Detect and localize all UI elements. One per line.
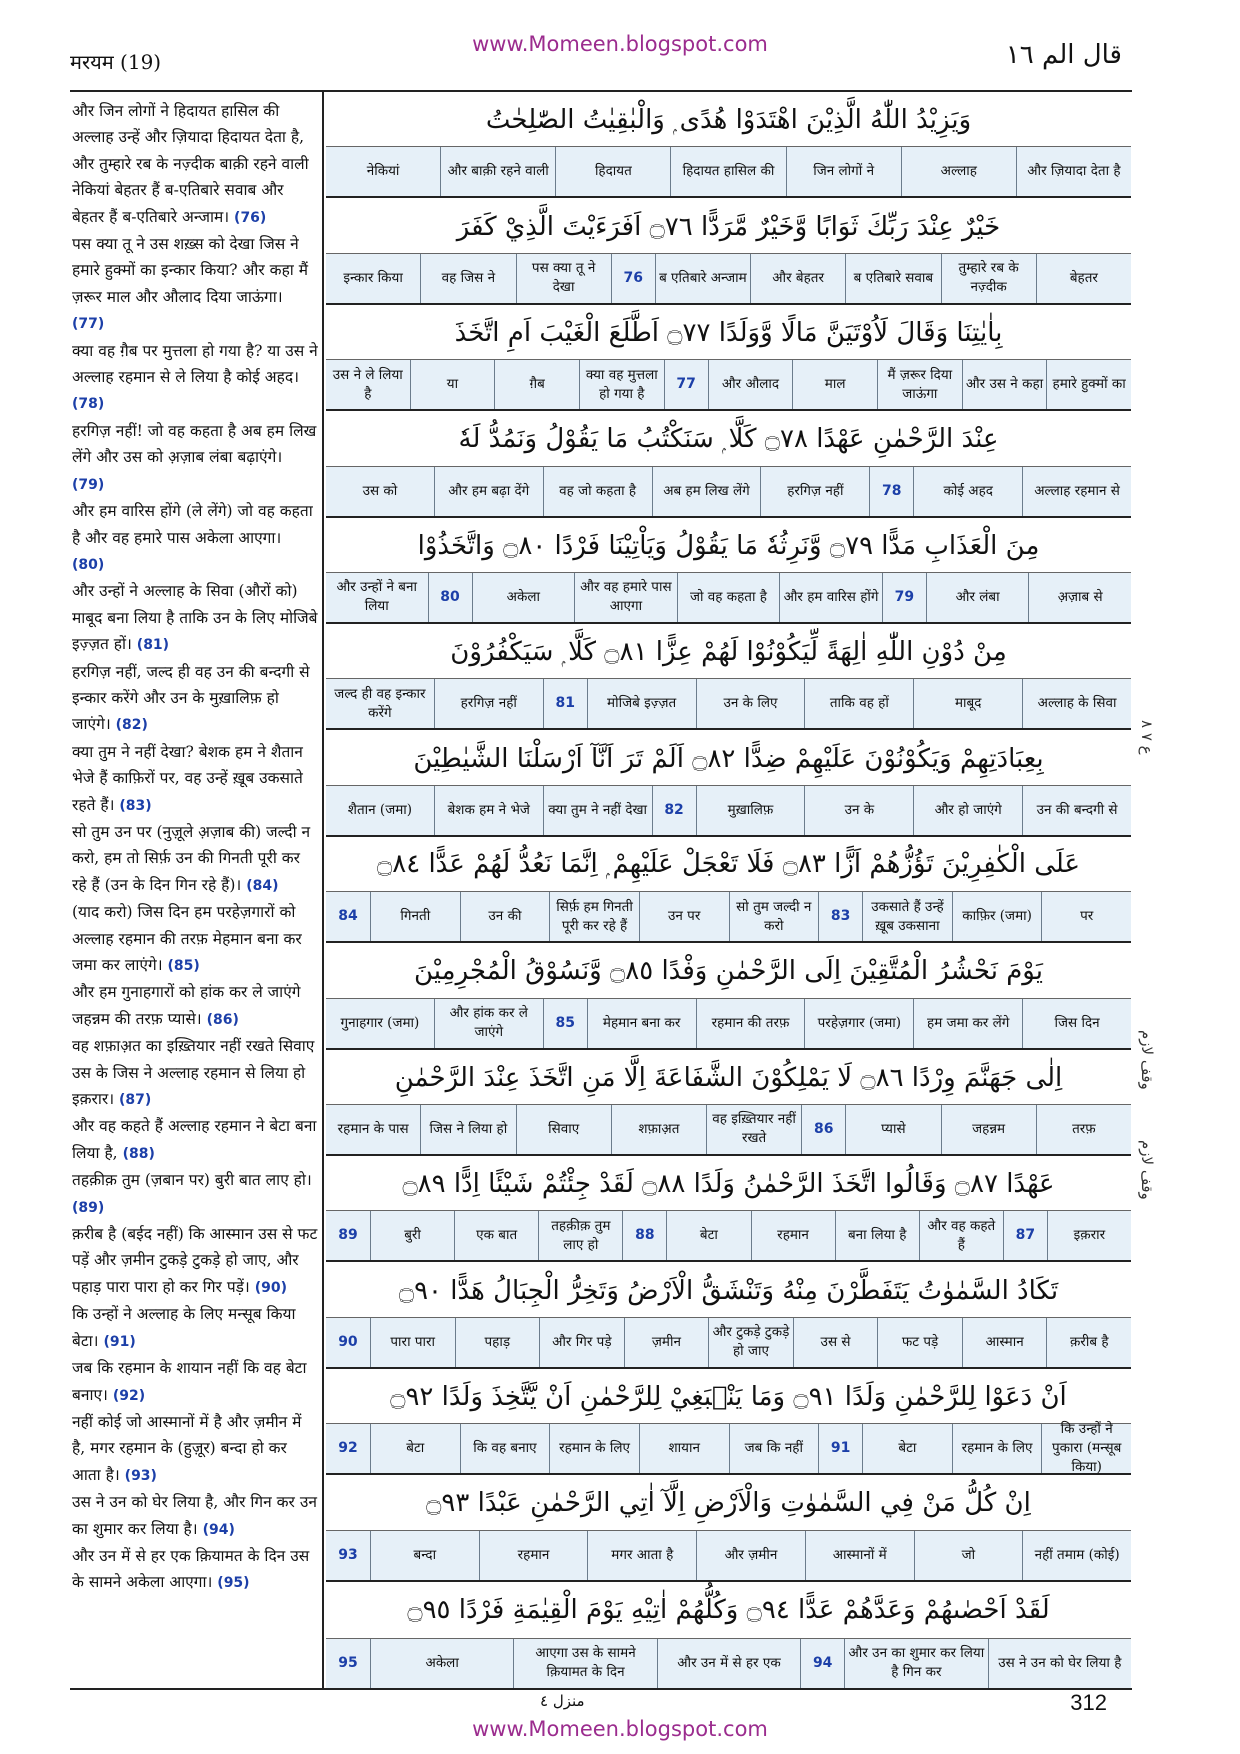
ayah-number-cell: 76 — [611, 254, 655, 303]
word-meaning-cell: गिनती — [370, 892, 460, 941]
word-meaning-cell: और ज़मीन — [696, 1531, 805, 1580]
word-meaning-cell: पारा पारा — [370, 1318, 455, 1367]
word-meaning-cell: हम जमा कर लेंगे — [913, 999, 1022, 1048]
word-meaning-cell: प्यासे — [845, 1105, 940, 1154]
ayah-number-cell: 80 — [428, 573, 472, 622]
arabic-line: عَلَى الْكٰفِرِيْنَ تَؤُزُّهُمْ اَزًّا ۝٨٣ فَلَا تَعْجَلْ عَلَيْهِمْ ۭ اِنَّمَا نَعُدُّ لَهُمْ عَدًّا ۝٨٤ — [377, 849, 1080, 880]
translation-verse — [72, 1413, 301, 1484]
word-meaning-cell: अकेला — [472, 573, 575, 622]
translation-verse — [72, 1547, 309, 1591]
word-meanings-row — [326, 998, 1131, 1048]
word-meaning-cell: मुख़ालिफ़ — [696, 786, 805, 835]
verse-number: (84) — [246, 877, 279, 894]
word-meaning-cell: शैतान (जमा) — [347, 801, 413, 818]
verse-number: (79) — [72, 476, 105, 493]
word-meaning-cell: रहमान — [751, 1211, 835, 1260]
word-meaning-cell: और उन्हों ने बना लिया — [336, 579, 417, 615]
word-meaning-cell: उन की बन्दगी से — [1022, 786, 1131, 835]
site-url-bottom: www.Momeen.blogspot.com — [472, 1717, 768, 1741]
ayah-number-cell: 85 — [543, 999, 587, 1048]
verse-number: (80) — [72, 556, 105, 573]
word-meanings-row — [326, 1210, 1131, 1260]
word-meaning-cell: उन के — [804, 786, 913, 835]
word-meaning-cell: पर — [1041, 892, 1131, 941]
word-meanings-row — [326, 891, 1131, 941]
word-meaning-cell: काफ़िर (जमा) — [952, 892, 1042, 941]
translation-text: क़रीब है (बईद नहीं) कि आस्मान उस से फट पड़ें और ज़मीन टुकड़े टुकड़े हो जाए, और पहाड़ पारा पारा हो कर गिर पड़ें। — [72, 1225, 318, 1296]
verse-number: (81) — [136, 637, 170, 654]
verse-number: (85) — [167, 958, 200, 974]
word-meaning-cell: ताकि वह हों — [804, 679, 913, 728]
translation-verse — [72, 1225, 317, 1296]
arabic-line: خَيْرٌ عِنْدَ رَبِّكَ ثَوَابًا وَّخَيْرٌ مَّرَدًّا ۝٧٦ اَفَرَءَيْتَ الَّذِيْ كَفَرَ — [456, 211, 1001, 242]
verse-number: (88) — [122, 1145, 155, 1162]
word-meaning-cell: रहमान के लिए — [549, 1424, 639, 1473]
arabic-line: اَنْ دَعَوْا لِلرَّحْمٰنِ وَلَدًا ۝٩١ وَمَا يَنْۢبَغِيْ لِلرَّحْمٰنِ اَنْ يَّتَّخِذَ وَلَدًا ۝٩٢ — [390, 1381, 1067, 1412]
arabic-line: اِنْ كُلُّ مَنْ فِي السَّمٰوٰتِ وَالْاَرْضِ اِلَّآ اٰتِي الرَّحْمٰنِ عَبْدًا ۝٩٣ — [426, 1488, 1031, 1519]
word-meaning-cell: ज़मीन — [624, 1318, 709, 1367]
word-meaning-cell: ब एतिबारे अन्जाम — [655, 254, 750, 303]
verse-block — [326, 837, 1131, 943]
ayah-number-cell: 84 — [338, 908, 358, 925]
translation-text: क्या तुम ने नहीं देखा? बेशक हम ने शैतान भेजे हैं काफ़िरों पर, वह उन्हें ख़ूब उकसाते रहते हैं। — [72, 742, 303, 814]
ayah-number-cell: 93 — [338, 1546, 358, 1563]
word-meaning-cell: मैं ज़रूर दिया जाऊंगा — [877, 360, 962, 409]
waqf-mark-2: وقف لازم — [1138, 1140, 1156, 1200]
translation-verse — [72, 903, 302, 974]
word-meaning-cell: बेटा — [370, 1424, 460, 1473]
ayah-number-cell: 89 — [338, 1227, 358, 1244]
translation-text: सो तुम उन पर (नुज़ूले अ़ज़ाब की) जल्दी न करो, हम तो सिर्फ़ उन की गिनती पूरी कर रहे हैं (उन के दिन गिन रहे हैं)। — [72, 822, 311, 894]
ayah-number-cell: 81 — [543, 679, 587, 728]
word-meaning-cell: अकेला — [370, 1639, 513, 1688]
word-meaning-cell: कि वह बनाए — [460, 1424, 550, 1473]
word-meaning-cell: रहमान — [479, 1531, 588, 1580]
translation-verse — [72, 823, 310, 894]
translation-text: क्या वह ग़ैब पर मुत्तला हो गया है? या उस ने अल्लाह रहमान से ले लिया है कोई अहद। — [72, 341, 318, 387]
word-meaning-cell: सिर्फ़ हम गिनती पूरी कर रहे हैं — [549, 892, 639, 941]
word-meaning-cell: आएगा उस के सामने क़ियामत के दिन — [513, 1639, 656, 1688]
translation-verse — [72, 743, 303, 814]
word-meaning-cell: उन पर — [639, 892, 729, 941]
verse-block — [326, 1050, 1131, 1156]
translation-verse — [72, 1171, 312, 1215]
verse-block — [326, 1262, 1131, 1368]
word-meaning-cell: जिस ने लिया हो — [420, 1105, 515, 1154]
word-meaning-cell: जो — [914, 1531, 1023, 1580]
verse-number: (78) — [72, 396, 105, 413]
manzil-label: منزل ٤ — [540, 1692, 585, 1710]
verse-block — [326, 730, 1131, 836]
ayah-number-cell: 82 — [652, 786, 696, 835]
arabic-line: بِعِبَادَتِهِمْ وَيَكُوْنُوْنَ عَلَيْهِمْ ضِدًّا ۝٨٢ اَلَمْ تَرَ اَنَّآ اَرْسَلْنَا الشَّيٰطِيْنَ — [413, 743, 1044, 774]
verse-number: (92) — [112, 1387, 146, 1404]
word-meaning-cell: माबूद — [913, 679, 1022, 728]
word-by-word-panel — [326, 92, 1131, 1688]
word-meaning-cell: मोजिबे इज़्ज़त — [587, 679, 696, 728]
verse-number: (87) — [119, 1092, 152, 1109]
translation-text: नहीं कोई जो आस्मानों में है और ज़मीन में है, मगर रहमान के (हुज़ूर) बन्दा हो कर आता है। — [72, 1412, 302, 1484]
word-meaning-cell: गुनाहगार (जमा) — [340, 1014, 420, 1031]
arabic-line: بِاٰيٰتِنَا وَقَالَ لَاُوْتَيَنَّ مَالًا وَّوَلَدًا ۝٧٧ اَطَّلَعَ الْغَيْبَ اَمِ اتَّخَذَ — [454, 317, 1003, 348]
word-meaning-cell: तहक़ीक़ तुम लाए हो — [538, 1211, 622, 1260]
word-meaning-cell: और हांक कर ले जाएंगे — [434, 999, 543, 1048]
word-meaning-cell: और लंबा — [926, 573, 1029, 622]
verse-block — [326, 1156, 1131, 1262]
word-meaning-cell: सो तुम जल्दी न करो — [729, 892, 819, 941]
ayah-number-cell: 79 — [882, 573, 926, 622]
word-meaning-cell: बन्दा — [370, 1531, 479, 1580]
arabic-line: اِلٰى جَهَنَّمَ وِرْدًا ۝٨٦ لَا يَمْلِكُوْنَ الشَّفَاعَةَ اِلَّا مَنِ اتَّخَذَ عِنْدَ الرَّحْمٰنِ — [394, 1062, 1063, 1093]
word-meaning-cell: हिदायत हासिल की — [670, 147, 785, 196]
word-meanings-row — [326, 253, 1131, 303]
translation-verse — [72, 1305, 295, 1349]
word-meaning-cell: पस क्या तू ने देखा — [516, 254, 611, 303]
arabic-line: تَكَادُ السَّمٰوٰتُ يَتَفَطَّرْنَ مِنْهُ وَتَنْشَقُّ الْاَرْضُ وَتَخِرُّ الْجِبَالُ هَدًّا ۝٩٠ — [398, 1275, 1059, 1306]
verse-number: (89) — [72, 1199, 105, 1216]
word-meaning-cell: फट पड़े — [877, 1318, 962, 1367]
arabic-line: مِنَ الْعَذَابِ مَدًّا ۝٧٩ وَّنَرِثُهٗ مَا يَقُوْلُ وَيَاْتِيْنَا فَرْدًا ۝٨٠ وَاتَّخَذُوْا — [417, 530, 1040, 561]
word-meaning-cell: रहमान की तरफ़ — [696, 999, 805, 1048]
word-meaning-cell: जिस दिन — [1022, 999, 1131, 1048]
ayah-number-cell: 83 — [818, 892, 862, 941]
arabic-line: عَهْدًا ۝٨٧ وَقَالُوا اتَّخَذَ الرَّحْمٰنُ وَلَدًا ۝٨٨ لَقَدْ جِئْتُمْ شَيْئًا اِدًّا ۝٨٩ — [402, 1169, 1055, 1200]
word-meanings-row — [326, 572, 1131, 622]
arabic-line: لَقَدْ اَحْصٰىهُمْ وَعَدَّهُمْ عَدًّا ۝٩٤ وَكُلُّهُمْ اٰتِيْهِ يَوْمَ الْقِيٰمَةِ فَرْدًا ۝٩٥ — [407, 1594, 1050, 1625]
translation-text: तहक़ीक़ तुम (ज़बान पर) बुरी बात लाए हो। — [72, 1171, 312, 1190]
verse-number: (94) — [202, 1521, 235, 1538]
word-meaning-cell: अ़ज़ाब से — [1028, 573, 1131, 622]
word-meaning-cell: जो वह कहता है — [677, 573, 780, 622]
word-meaning-cell: और उन का शुमार कर लिया है गिन कर — [844, 1639, 987, 1688]
word-meanings-row — [326, 466, 1131, 516]
translation-verse — [72, 582, 318, 653]
arabic-line: مِنْ دُوْنِ اللّٰهِ اٰلِهَةً لِّيَكُوْنُوْا لَهُمْ عِزًّا ۝٨١ كَلَّا ۭ سَيَكْفُرُوْنَ — [450, 636, 1007, 667]
verse-number: (76) — [234, 209, 267, 226]
word-meaning-cell: उस ने उन को घेर लिया है — [988, 1639, 1131, 1688]
word-meaning-cell: आस्मानों में — [805, 1531, 914, 1580]
word-meanings-row — [326, 1638, 1131, 1688]
word-meaning-cell: क्या तुम ने नहीं देखा — [543, 786, 652, 835]
word-meaning-cell: क़रीब है — [1046, 1318, 1131, 1367]
translation-text: और जिन लोगों ने हिदायत हासिल की अल्लाह उन्हें और ज़ियादा हिदायत देता है, और तुम्हारे रब के नज़्दीक बाक़ी रहने वाली नेकियां बेहतर हैं ब-एतिबारे सवाब और बेहतर हैं ब-एतिबारे अन्जाम। — [72, 102, 309, 226]
word-meaning-cell: सिवाए — [516, 1105, 611, 1154]
word-meaning-cell: परहेज़गार (जमा) — [804, 999, 913, 1048]
verse-block — [326, 92, 1131, 198]
translation-text: और हम वारिस होंगे (ले लेंगे) जो वह कहता है और वह हमारे पास अकेला आएगा। — [72, 502, 313, 547]
ruku-mark: ع ٧ ٨ — [1138, 720, 1156, 755]
word-meaning-cell: जिन लोगों ने — [786, 147, 901, 196]
word-meanings-row — [326, 1530, 1131, 1580]
translation-text: और हम गुनाहगारों को हांक कर ले जाएंगे जहन्नम की तरफ़ प्यासे। — [72, 983, 301, 1028]
translation-text: हरगिज़ नहीं! जो वह कहता है अब हम लिख लेंगे और उस को अ़ज़ाब लंबा बढ़ाएंगे। — [72, 421, 317, 467]
translation-verse — [72, 342, 318, 413]
waqf-mark-1: وقف لازم — [1138, 1030, 1156, 1090]
word-meaning-cell: हिदायत — [555, 147, 670, 196]
word-meaning-cell: या — [410, 360, 495, 409]
translation-verse — [72, 1117, 316, 1161]
word-meaning-cell: अल्लाह — [901, 147, 1016, 196]
translation-verse — [72, 502, 313, 573]
word-meaning-cell: मेहमान बना कर — [587, 999, 696, 1048]
translation-verse — [72, 1493, 317, 1537]
word-meaning-cell: और उन में से हर एक — [657, 1639, 800, 1688]
translation-verse — [72, 235, 308, 332]
verse-number: (83) — [119, 797, 152, 814]
word-meaning-cell: पहाड़ — [455, 1318, 540, 1367]
arabic-line: وَيَزِيْدُ اللّٰهُ الَّذِيْنَ اهْتَدَوْا هُدًى ۭ وَالْبٰقِيٰتُ الصّٰلِحٰتُ — [485, 104, 972, 135]
translation-verse — [72, 1359, 307, 1403]
word-meaning-cell: और हम बढ़ा देंगे — [434, 467, 543, 516]
verse-block — [326, 305, 1131, 411]
word-meaning-cell: बेटा — [862, 1424, 952, 1473]
ayah-number-cell: 92 — [338, 1440, 358, 1457]
word-meaning-cell: वह जिस ने — [420, 254, 515, 303]
word-meaning-cell: क्या वह मुत्तला हो गया है — [579, 360, 664, 409]
word-meaning-cell: बेटा — [666, 1211, 750, 1260]
word-meaning-cell: और टुकड़े टुकड़े हो जाए — [708, 1318, 793, 1367]
word-meanings-row — [326, 785, 1131, 835]
word-meaning-cell: अब हम लिख लेंगे — [652, 467, 761, 516]
verse-block — [326, 1582, 1131, 1688]
word-meaning-cell: अल्लाह रहमान से — [1022, 467, 1131, 516]
word-meanings-row — [326, 1421, 1131, 1476]
translation-text: वह शफ़ाअ़त का इख़्तियार नहीं रखते सिवाए उस के जिस ने अल्लाह रहमान से लिया हो इक़रार। — [72, 1037, 315, 1109]
word-meaning-cell: और हो जाएंगे — [913, 786, 1022, 835]
verse-number: (93) — [124, 1467, 157, 1484]
ayah-number-cell: 87 — [1003, 1211, 1047, 1260]
word-meanings-row — [326, 678, 1131, 728]
word-meanings-row — [326, 146, 1131, 196]
word-meanings-row — [326, 1104, 1131, 1154]
word-meanings-row — [326, 1317, 1131, 1367]
translation-text: उस ने उन को घेर लिया है, और गिन कर उन का शुमार कर लिया है। — [72, 1493, 317, 1538]
word-meaning-cell: उस को — [362, 482, 398, 499]
word-meaning-cell: हरगिज़ नहीं — [760, 467, 869, 516]
word-meaning-cell: शफ़ाअ़त — [611, 1105, 706, 1154]
word-meaning-cell: और वह हमारे पास आएगा — [574, 573, 677, 622]
arabic-line: عِنْدَ الرَّحْمٰنِ عَهْدًا ۝٧٨ كَلَّا ۭ سَنَكْتُبُ مَا يَقُوْلُ وَنَمُدُّ لَهٗ — [458, 423, 999, 454]
arabic-line: يَوْمَ نَحْشُرُ الْمُتَّقِيْنَ اِلَى الرَّحْمٰنِ وَفْدًا ۝٨٥ وَّنَسُوْقُ الْمُجْرِمِيْنَ — [414, 956, 1043, 987]
surah-name: मरयम (19) — [70, 50, 162, 74]
page-frame — [70, 90, 1132, 1690]
ayah-number-cell: 91 — [818, 1424, 862, 1473]
word-meaning-cell: नेकियां — [366, 163, 400, 180]
word-meaning-cell: बुरी — [370, 1211, 454, 1260]
word-meaning-cell: बेहतर — [1036, 254, 1131, 303]
translation-verse — [72, 102, 309, 226]
word-meaning-cell: वह इख़्तियार नहीं रखते — [706, 1105, 801, 1154]
word-meaning-cell: रहमान के पास — [337, 1120, 409, 1137]
word-meaning-cell: हमारे हुक्मों का — [1046, 360, 1131, 409]
verse-block — [326, 624, 1131, 730]
verse-number: (95) — [217, 1575, 250, 1592]
verse-number: (86) — [206, 1011, 239, 1028]
translation-verse — [72, 663, 310, 734]
ayah-number-cell: 90 — [338, 1333, 358, 1350]
juz-name: قال الم ١٦ — [1005, 40, 1122, 70]
word-meaning-cell: वह जो कहता है — [543, 467, 652, 516]
verse-block — [326, 1475, 1131, 1581]
word-meaning-cell: हरगिज़ नहीं — [434, 679, 543, 728]
word-meaning-cell: एक बात — [454, 1211, 538, 1260]
translation-column — [70, 92, 324, 1688]
ayah-number-cell: 95 — [338, 1654, 358, 1671]
word-meaning-cell: ब एतिबारे सवाब — [845, 254, 940, 303]
word-meaning-cell: इन्कार किया — [343, 269, 403, 286]
verse-block — [326, 943, 1131, 1049]
ayah-number-cell: 86 — [801, 1105, 845, 1154]
word-meaning-cell: शायान — [639, 1424, 729, 1473]
translation-text: और उन्हों ने अल्लाह के सिवा (औरों को) माबूद बना लिया है ताकि उन के लिए मोजिबे इज़्ज़त हों। — [72, 582, 318, 654]
word-meaning-cell: और बाक़ी रहने वाली — [440, 147, 555, 196]
word-meaning-cell: जल्द ही वह इन्कार करेंगे — [334, 685, 426, 721]
word-meaning-cell: कोई अहद — [913, 467, 1022, 516]
word-meaning-cell: और औलाद — [708, 360, 793, 409]
translation-verse — [72, 1037, 314, 1108]
word-meaning-cell: मगर आता है — [587, 1531, 696, 1580]
word-meaning-cell: ग़ैब — [494, 360, 579, 409]
word-meaning-cell: तरफ़ — [1036, 1105, 1131, 1154]
verse-block — [326, 411, 1131, 517]
word-meaning-cell: नहीं तमाम (कोई) — [1022, 1531, 1131, 1580]
word-meaning-cell: और उस ने कहा — [962, 360, 1047, 409]
word-meaning-cell: जहन्नम — [941, 1105, 1036, 1154]
ayah-number-cell: 77 — [664, 360, 708, 409]
translation-text: पस क्या तू ने उस शख़्स को देखा जिस ने हमारे हुक्मों का इन्कार किया? और कहा मैं ज़रूर माल और औलाद दिया जाऊंगा। — [72, 235, 309, 306]
translation-text: (याद करो) जिस दिन हम परहेज़गारों को अल्लाह रहमान की तरफ़ मेहमान बना कर जमा कर लाएंगे। — [72, 903, 302, 974]
verse-block — [326, 1369, 1131, 1475]
verse-number: (90) — [254, 1279, 288, 1296]
word-meaning-cell: अल्लाह के सिवा — [1022, 679, 1131, 728]
translation-verse — [72, 422, 316, 493]
word-meaning-cell: कि उन्हों ने पुकारा (मन्सूब किया) — [1041, 1424, 1131, 1473]
translation-text: हरगिज़ नहीं, जल्द ही वह उन की बन्दगी से इन्कार करेंगे और उन के मुख़ालिफ़ हो जाएंगे। — [72, 662, 310, 734]
word-meaning-cell: इक़रार — [1047, 1211, 1131, 1260]
word-meaning-cell: उस से — [793, 1318, 878, 1367]
ayah-number-cell: 94 — [800, 1639, 844, 1688]
verse-number: (77) — [72, 316, 105, 333]
verse-block — [326, 518, 1131, 624]
ayah-number-cell: 88 — [622, 1211, 666, 1260]
ayah-number-cell: 78 — [869, 467, 913, 516]
word-meaning-cell: बेशक हम ने भेजे — [434, 786, 543, 835]
word-meaning-cell: उकसाते हैं उन्हें ख़ूब उकसाना — [862, 892, 952, 941]
word-meaning-cell: उन की — [460, 892, 550, 941]
translation-text: कि उन्हों ने अल्लाह के लिए मन्सूब किया बेटा। — [72, 1305, 296, 1350]
translation-text: और उन में से हर एक क़ियामत के दिन उस के सामने अकेला आएगा। — [72, 1546, 310, 1592]
verse-block — [326, 198, 1131, 304]
translation-text: और वह कहते हैं अल्लाह रहमान ने बेटा बना लिया है, — [72, 1117, 317, 1162]
translation-verse — [72, 983, 301, 1027]
word-meaning-cell: आस्मान — [962, 1318, 1047, 1367]
word-meaning-cell: और बेहतर — [750, 254, 845, 303]
site-url-top: www.Momeen.blogspot.com — [472, 32, 768, 56]
verse-number: (91) — [103, 1333, 136, 1350]
word-meaning-cell: उन के लिए — [696, 679, 805, 728]
word-meaning-cell: और गिर पड़े — [539, 1318, 624, 1367]
word-meaning-cell: रहमान के लिए — [952, 1424, 1042, 1473]
word-meaning-cell: बना लिया है — [835, 1211, 919, 1260]
word-meaning-cell: और हम वारिस होंगे — [779, 573, 882, 622]
word-meanings-row — [326, 359, 1131, 409]
word-meaning-cell: और वह कहते हैं — [919, 1211, 1003, 1260]
verse-number: (82) — [115, 717, 148, 734]
word-meaning-cell: और ज़ियादा देता है — [1016, 147, 1131, 196]
word-meaning-cell: जब कि नहीं — [729, 1424, 819, 1473]
word-meaning-cell: माल — [792, 360, 877, 409]
word-meaning-cell: तुम्हारे रब के नज़्दीक — [941, 254, 1036, 303]
translation-text: जब कि रहमान के शायान नहीं कि वह बेटा बनाए। — [72, 1359, 307, 1404]
page-number: 312 — [1070, 1690, 1107, 1715]
word-meaning-cell: उस ने ले लिया है — [332, 366, 403, 402]
